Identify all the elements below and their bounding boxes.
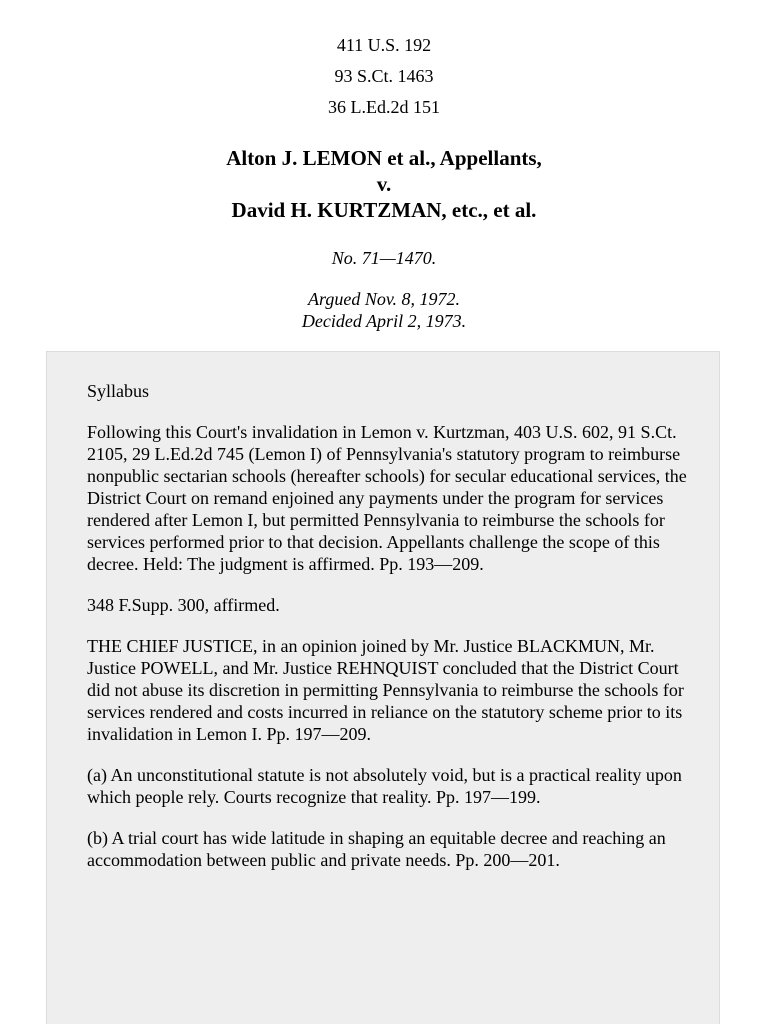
- case-dates: [0, 288, 768, 332]
- caption-versus: v.: [376, 172, 392, 196]
- syllabus-paragraph: 348 F.Supp. 300, affirmed.: [87, 595, 280, 615]
- syllabus-paragraph: THE CHIEF JUSTICE, in an opinion joined by Mr. Justice BLACKMUN, Mr. Justice POWELL, and Mr. Justice REHNQUIST concluded that the District Court did not abuse its discretion in permitting Pennsylvania to reimburse the schools for services rendered and costs incurred in reliance on the statutory scheme prior to its invalidation in Lemon I. Pp. 197—209.: [87, 636, 684, 744]
- caption-appellants: Alton J. LEMON et al., Appellants,: [226, 146, 542, 170]
- syllabus-panel: [46, 351, 720, 1024]
- syllabus-paragraph: (a) An unconstitutional statute is not absolutely void, but is a practical reality upon which people rely. Courts recognize that reality. Pp. 197—199.: [87, 765, 682, 807]
- citation-block: [0, 33, 768, 126]
- citation-lawyers-edition: 36 L.Ed.2d 151: [328, 97, 440, 117]
- syllabus-content: [87, 380, 687, 890]
- syllabus-paragraph: (b) A trial court has wide latitude in shaping an equitable decree and reaching an accommodation between public and private needs. Pp. 200—201.: [87, 828, 666, 870]
- decided-date: Decided April 2, 1973.: [301, 311, 467, 331]
- citation-us-reports: 411 U.S. 192: [336, 35, 432, 55]
- syllabus-heading: Syllabus: [87, 381, 150, 401]
- argued-date: Argued Nov. 8, 1972.: [308, 289, 460, 309]
- case-caption: [0, 145, 768, 223]
- syllabus-paragraph: Following this Court's invalidation in Lemon v. Kurtzman, 403 U.S. 602, 91 S.Ct. 2105, 29 L.Ed.2d 745 (Lemon I) of Pennsylvania's statutory program to reimburse nonpublic sectarian schools (hereafter schools) for secular educational services, the District Court on remand enjoined any payments under the program for services rendered after Lemon I, but permitted Pennsylvania to reimburse the schools for services performed prior to that decision. Appellants challenge the scope of this decree. Held: The judgment is affirmed. Pp. 193—209.: [87, 422, 687, 574]
- citation-supreme-court-reporter: 93 S.Ct. 1463: [334, 66, 434, 86]
- caption-appellees: David H. KURTZMAN, etc., et al.: [231, 198, 537, 222]
- docket-number: No. 71—1470.: [331, 248, 437, 268]
